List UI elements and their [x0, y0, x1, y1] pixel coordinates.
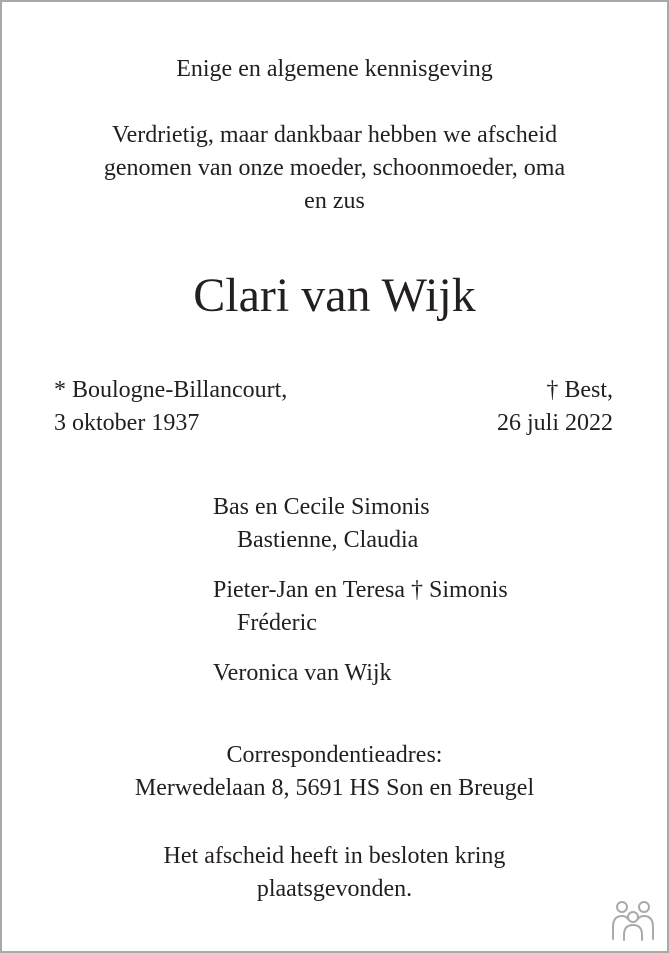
intro-line-1: Verdrietig, maar dankbaar hebben we afscheid [111, 122, 558, 148]
death-date: 26 juli 2022 [496, 410, 613, 436]
family-children-2: Fréderic [237, 610, 317, 636]
closing-line-2: plaatsgevonden. [256, 876, 413, 902]
deceased-name: Clari van Wijk [193, 269, 476, 322]
death-place: † Best, [546, 377, 613, 403]
intro-line-2: genomen van onze moeder, schoonmoeder, oma [103, 155, 566, 181]
correspondence-address: Merwedelaan 8, 5691 HS Son en Breugel [134, 775, 535, 801]
notice-heading: Enige en algemene kennisgeving [176, 56, 493, 82]
family-line-1: Bas en Cecile Simonis [213, 494, 430, 520]
birth-place: * Boulogne-Billancourt, [54, 377, 288, 403]
family-children-1: Bastienne, Claudia [237, 527, 419, 553]
closing-line-1: Het afscheid heeft in besloten kring [163, 843, 506, 869]
people-group-icon [610, 899, 656, 941]
birth-date: 3 oktober 1937 [54, 410, 200, 436]
correspondence-label: Correspondentieadres: [226, 742, 443, 768]
family-line-3: Veronica van Wijk [213, 660, 392, 686]
family-line-2: Pieter-Jan en Teresa † Simonis [213, 577, 508, 603]
intro-line-3: en zus [304, 188, 365, 214]
